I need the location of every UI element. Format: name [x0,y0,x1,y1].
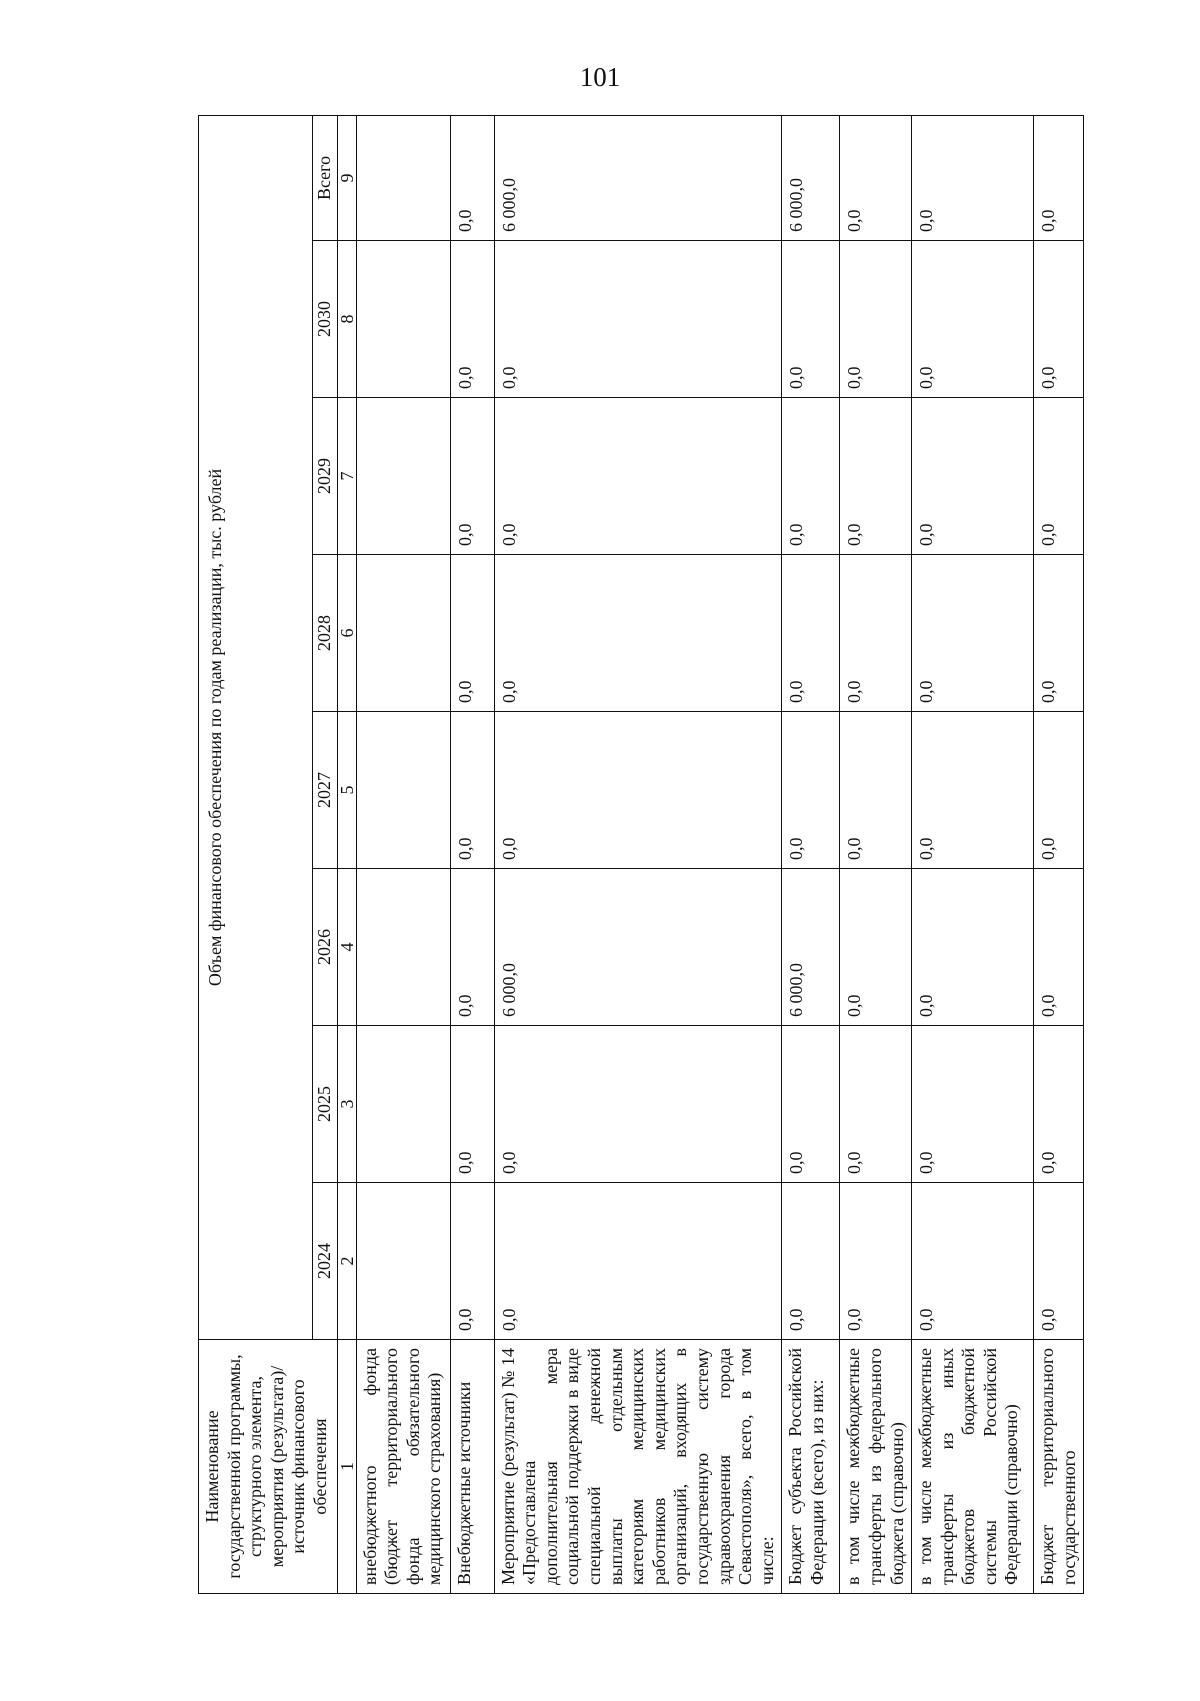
row-value: 0,0 [782,712,840,869]
row-value: 0,0 [840,1026,912,1183]
row-value [356,1026,450,1183]
table-row [840,115,912,1593]
header-year-2025: 2025 [313,1026,338,1183]
row-value [356,555,450,712]
row-value: 0,0 [782,241,840,398]
header-total: Всего [313,115,338,240]
row-value: 0,0 [450,1026,494,1183]
row-value: 0,0 [494,241,782,398]
row-value: 6 000,0 [782,115,840,240]
row-value: 0,0 [782,398,840,555]
row-value [356,869,450,1026]
row-value: 0,0 [450,1183,494,1340]
funding-table [198,115,1084,1594]
row-value [356,398,450,555]
row-value: 0,0 [450,115,494,240]
row-value: 0,0 [1034,1026,1084,1183]
column-number: 2 [337,1183,356,1340]
table-row [450,115,494,1593]
page-number: 101 [579,62,621,92]
row-value: 0,0 [494,1026,782,1183]
row-value: 0,0 [840,869,912,1026]
row-value: 0,0 [1034,555,1084,712]
row-value: 6 000,0 [494,115,782,240]
row-label: Мероприятие (результат) № 14 «Предоставлена дополнительная мера социальной поддержки в виде специальной денежной выплаты отдельным категориям медицинских работников медицинских организаций, входящих в государственную систему здравоохранения города Севастополя», всего, в том числе: [494,1340,782,1594]
column-number: 3 [337,1026,356,1183]
row-value: 0,0 [912,869,1034,1026]
row-value: 0,0 [912,712,1034,869]
funding-table-rotated [198,116,1079,1594]
column-number: 7 [337,398,356,555]
row-value: 0,0 [1034,869,1084,1026]
header-name-cell: Наименование государственной программы, структурного элемента, мероприятия (результата)/источник финансового обеспечения [199,1340,338,1594]
row-value: 0,0 [912,1026,1034,1183]
row-value: 0,0 [494,398,782,555]
row-label: внебюджетного фонда (бюджет территориального фонда обязательного медицинского страхования) [356,1340,450,1594]
row-value: 0,0 [782,1026,840,1183]
table-row [494,115,782,1593]
table-row [782,115,840,1593]
row-value: 0,0 [782,555,840,712]
row-value: 0,0 [912,115,1034,240]
header-year-2024: 2024 [313,1183,338,1340]
table-row [912,115,1034,1593]
column-number: 9 [337,115,356,240]
row-value: 0,0 [494,555,782,712]
header-year-2027: 2027 [313,712,338,869]
row-value: 0,0 [1034,115,1084,240]
row-value [356,115,450,240]
row-label: Внебюджетные источники [450,1340,494,1594]
row-value: 0,0 [840,115,912,240]
row-value: 0,0 [912,398,1034,555]
header-year-2026: 2026 [313,869,338,1026]
row-value: 0,0 [450,555,494,712]
row-value: 0,0 [1034,241,1084,398]
row-label: Бюджет субъекта Российской Федерации (всего), из них: [782,1340,840,1594]
row-value [356,1183,450,1340]
row-value: 0,0 [912,241,1034,398]
row-value: 0,0 [912,1183,1034,1340]
row-value: 0,0 [494,712,782,869]
row-value: 0,0 [1034,712,1084,869]
header-year-2029: 2029 [313,398,338,555]
row-value: 6 000,0 [782,869,840,1026]
row-value [356,712,450,869]
row-value: 0,0 [1034,1183,1084,1340]
row-value: 0,0 [450,241,494,398]
row-value [356,241,450,398]
column-number: 1 [337,1340,356,1594]
row-label: Бюджет территориального государственного [1034,1340,1084,1594]
header-year-2030: 2030 [313,241,338,398]
row-value: 0,0 [840,1183,912,1340]
row-value: 0,0 [450,869,494,1026]
column-number: 4 [337,869,356,1026]
header-year-2028: 2028 [313,555,338,712]
column-number: 6 [337,555,356,712]
row-value: 0,0 [840,712,912,869]
column-number-row [337,115,356,1593]
column-number: 5 [337,712,356,869]
row-value: 6 000,0 [494,869,782,1026]
row-value: 0,0 [782,1183,840,1340]
row-value: 0,0 [840,555,912,712]
column-number: 8 [337,241,356,398]
row-value: 0,0 [840,398,912,555]
row-value: 0,0 [1034,398,1084,555]
row-label: в том числе межбюджетные трансферты из иных бюджетов бюджетной системы Российской Федерации (справочно) [912,1340,1034,1594]
header-funding-volume: Объем финансового обеспечения по годам реализации, тыс. рублей [199,115,313,1339]
row-label: в том числе межбюджетные трансферты из федерального бюджета (справочно) [840,1340,912,1594]
table-row [356,115,450,1593]
row-value: 0,0 [450,712,494,869]
row-value: 0,0 [840,241,912,398]
row-value: 0,0 [450,398,494,555]
row-value: 0,0 [494,1183,782,1340]
table-row [1034,115,1084,1593]
row-value: 0,0 [912,555,1034,712]
